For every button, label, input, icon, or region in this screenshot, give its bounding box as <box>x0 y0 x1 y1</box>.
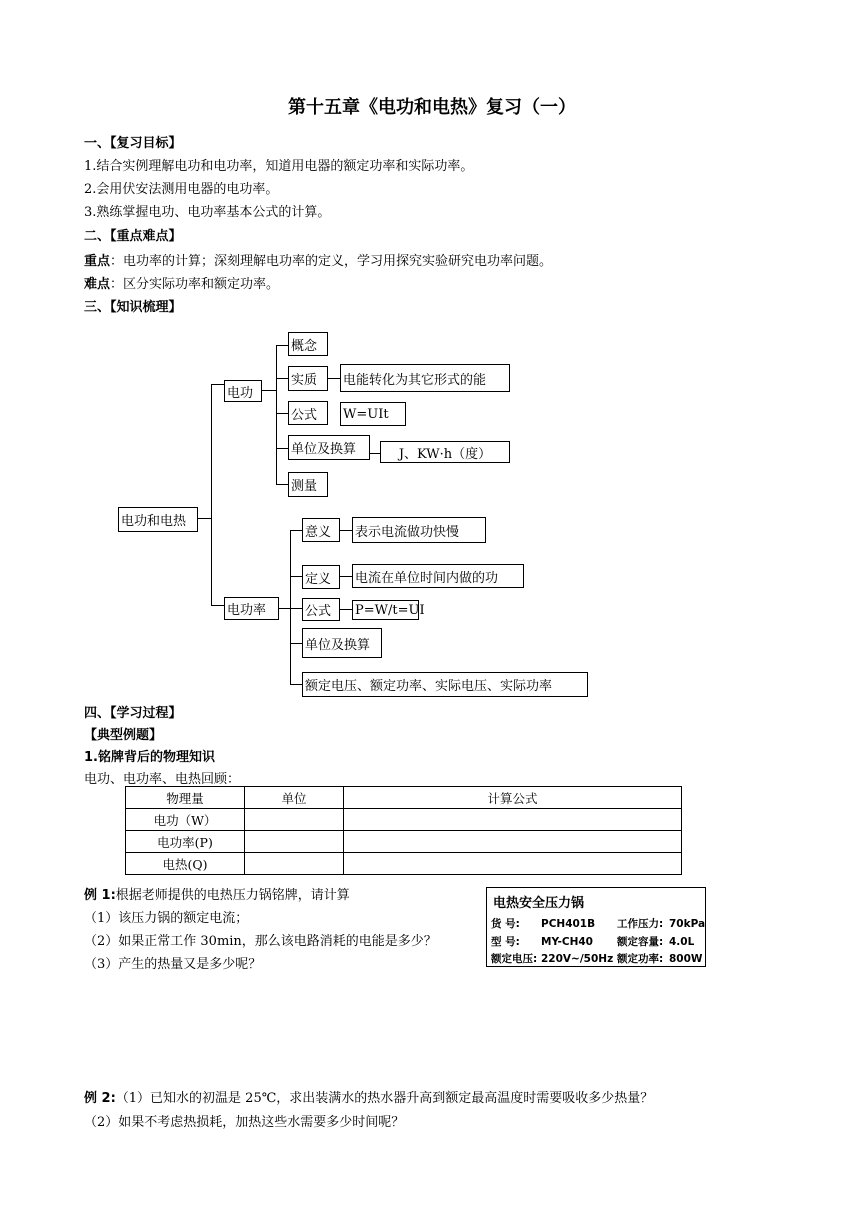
connector <box>340 576 352 577</box>
connector <box>290 684 302 685</box>
node-work-formula-value: W=UIt <box>340 402 406 426</box>
table-cell <box>245 809 344 831</box>
nameplate-key: 工作压力: <box>617 918 664 930</box>
node-essence: 实质 <box>288 366 328 391</box>
connector <box>276 448 288 449</box>
node-concept: 概念 <box>288 332 328 356</box>
nameplate-value: 220V~/50Hz <box>541 953 614 965</box>
node-power-units: 单位及换算 <box>302 628 382 658</box>
node-meaning: 意义 <box>302 518 340 542</box>
table-cell: 电功（W） <box>126 809 245 831</box>
connector <box>290 576 302 577</box>
connector <box>290 530 302 531</box>
node-work-formula: 公式 <box>288 401 328 425</box>
example-2-question: （2）如果不考虑热损耗，加热这些水需要多少时间呢？ <box>84 1115 405 1130</box>
table-row <box>126 831 682 853</box>
table-cell: 电功率(P) <box>126 831 245 853</box>
connector <box>290 643 302 644</box>
example-1-label: 例 1: <box>84 888 116 903</box>
table-row <box>126 809 682 831</box>
connector <box>276 345 277 485</box>
table-row <box>126 853 682 875</box>
goal-item: 2.会用伏安法测用电器的电功率。 <box>84 182 279 197</box>
nameplate-key: 型 号: <box>491 936 520 948</box>
connector <box>340 609 352 610</box>
topic-heading: 1.铭牌背后的物理知识 <box>84 750 215 765</box>
table-cell: 电热(Q) <box>126 853 245 875</box>
connector <box>262 390 276 391</box>
key-point-label: 重点 <box>84 254 111 269</box>
table-cell <box>344 809 682 831</box>
nameplate-title: 电热安全压力锅 <box>493 896 585 911</box>
connector <box>276 484 288 485</box>
nameplate-value: PCH401B <box>541 918 596 930</box>
page-title: 第十五章《电功和电热》复习（一） <box>288 97 576 118</box>
example-2-prompt <box>84 1087 653 1106</box>
nameplate-key: 货 号: <box>491 918 520 930</box>
table-cell <box>344 853 682 875</box>
example-1-question: （1）该压力锅的额定电流； <box>84 911 249 926</box>
connector <box>276 378 288 379</box>
nameplate-value: 800W <box>669 953 703 965</box>
connector <box>276 413 288 414</box>
key-point-text: ：电功率的计算；深刻理解电功率的定义，学习用探究实验研究电功率问题。 <box>110 254 553 269</box>
section-heading-process: 四、【学习过程】 <box>84 706 182 721</box>
connector <box>211 384 224 385</box>
section-heading-key-points: 二、【重点难点】 <box>84 229 182 244</box>
difficulty-line <box>84 273 279 292</box>
nameplate-value: MY-CH40 <box>541 936 593 948</box>
node-definition-desc: 电流在单位时间内做的功 <box>352 564 524 588</box>
node-meaning-desc: 表示电流做功快慢 <box>352 517 486 543</box>
connector <box>276 345 288 346</box>
node-definition: 定义 <box>302 565 340 589</box>
connector <box>279 608 290 609</box>
difficulty-text: ：区分实际功率和额定功率。 <box>110 277 280 292</box>
table-header: 计算公式 <box>344 787 682 809</box>
connector <box>340 530 352 531</box>
nameplate-row <box>491 951 703 966</box>
nameplate-row <box>491 916 705 931</box>
goal-item: 1.结合实例理解电功和电功率，知道用电器的额定功率和实际功率。 <box>84 159 474 174</box>
connector <box>198 518 212 519</box>
section-heading-goals: 一、【复习目标】 <box>84 136 182 151</box>
connector <box>290 608 302 609</box>
connector <box>370 453 380 454</box>
example-1-prompt <box>84 884 350 903</box>
node-work-units: 单位及换算 <box>288 435 370 460</box>
node-power-formula: 公式 <box>302 598 340 621</box>
table-cell <box>245 853 344 875</box>
node-electric-work: 电功 <box>224 380 262 402</box>
diagram-root-node: 电功和电热 <box>118 507 198 532</box>
table-header: 物理量 <box>126 787 245 809</box>
review-table <box>125 786 682 875</box>
node-electric-power: 电功率 <box>224 597 279 620</box>
connector <box>211 605 224 606</box>
table-cell <box>245 831 344 853</box>
node-measure: 测量 <box>288 472 328 497</box>
node-rated-actual: 额定电压、额定功率、实际电压、实际功率 <box>302 672 588 697</box>
key-point-line <box>84 250 552 269</box>
example-1-question: （3）产生的热量又是多少呢？ <box>84 957 262 972</box>
node-essence-desc: 电能转化为其它形式的能 <box>340 364 510 392</box>
connector <box>328 378 340 379</box>
example-1-question: （2）如果正常工作 30min，那么该电路消耗的电能是多少？ <box>84 934 437 949</box>
node-work-units-value: J、KW·h（度） <box>380 441 510 463</box>
nameplate-key: 额定容量: <box>617 936 664 948</box>
connector <box>211 384 212 606</box>
recall-label: 电功、电功率、电热回顾： <box>84 772 241 787</box>
nameplate-row <box>491 934 694 949</box>
table-header: 单位 <box>245 787 344 809</box>
node-power-formula-value: P=W/t=UI <box>352 600 419 620</box>
nameplate-value: 70kPa <box>669 918 706 930</box>
example-2-label: 例 2: <box>84 1091 116 1106</box>
subheading-examples: 【典型例题】 <box>84 728 163 743</box>
goal-item: 3.熟练掌握电功、电功率基本公式的计算。 <box>84 205 331 220</box>
nameplate-value: 4.0L <box>669 936 695 948</box>
table-header-row <box>126 787 682 809</box>
example-1-text: 根据老师提供的电热压力锅铭牌，请计算 <box>115 888 350 903</box>
nameplate-key: 额定电压: <box>491 953 538 965</box>
section-heading-knowledge: 三、【知识梳理】 <box>84 300 182 315</box>
nameplate-key: 额定功率: <box>617 953 664 965</box>
difficulty-label: 难点 <box>84 277 111 292</box>
table-cell <box>344 831 682 853</box>
example-2-text: （1）已知水的初温是 25℃，求出装满水的热水器升高到额定最高温度时需要吸收多少热量？ <box>115 1091 654 1106</box>
nameplate-image <box>486 887 706 967</box>
